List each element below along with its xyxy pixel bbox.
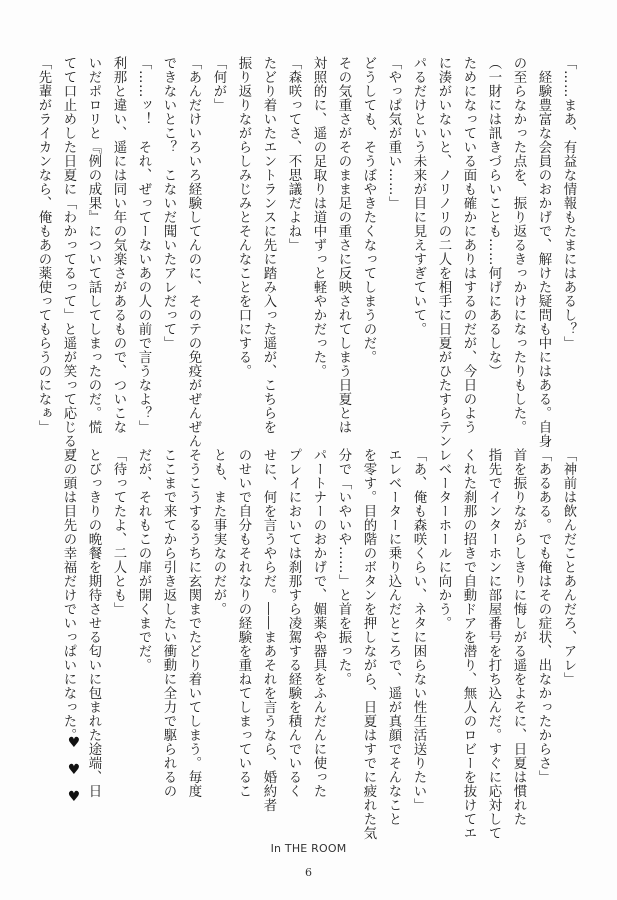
- lower-text-block: 「神前は飲んだことあんだろ、アレ」 「あるある。でも俺はその症状、出なかったからさ」 首を振りながらしきりに悔しがる遥をよそに、日夏は慣れた 指先でインターホンに部屋番号を打ち込んだ。すぐに応対して くれた刹那の招きで自動ドアを潜り、無人のロビーを抜けてエ レベーターホールに向かう。 「あ、俺も森咲くらい、ネタに困らない性生活送りたい」 エレベーターに乗り込んだところで、遥が真顔でそんなこと を零す。目的階のボタンを押しながら、日夏はすでに疲れた気 分で「いやいや……」と首を振った。 パートナーのおかげで、媚薬や器具をふんだんに使った プレイにおいては刹那すら凌駕する経験を積んでいるく せに、何を言うやらだ。――まあそれを言うなら、婚約者 のせいで自分もそれなりの経験を重ねてしまっているこ とも、また事実なのだが。 そうこうするうちに玄関までたどり着いてしまう。毎度 ここまで来てから引き返したい衝動に全力で駆られるの だが、それもこの扉が開くまでだ。 「待ってたよ、二人とも」 とびっきりの晩餐を期待させる匂いに包まれた途端、日 夏の頭は目先の幸福だけでいっぱいになった。: [61, 448, 576, 840]
- page-number: 6: [305, 866, 312, 879]
- upper-text-block: 「……まあ、有益な情報もたまにはあるし？」 経験豊富な会員のおかげで、解けた疑問も中にはある。自身 の至らなかった点を、振り返るきっかけになったりもした。 （一財には訊きづらいことも……何げにあるしな） ためになっている面も確かにありはするのだが、今日のよう に湊がいないと、ノリノリの二人を相手に日夏がひたすらテン パるだけという未来が目に見えすぎていて。 「やっぱ気が重い……」 どうしても、そうぼやきたくなってしまうのだ。 その気重さがそのまま足の重さに反映されてしまう日夏とは 対照的に、遥の足取りは道中ずっと軽やかだった。 「森咲ってさ、不思議だよね」 たどり着いたエントランスに先に踏み入った遥が、こちらを 振り返りながらしみじみとそんなことを口にする。 「何が」 「あんだけいろいろ経験してんのに、そのテの免疫がぜんぜん できないとこ？ こないだ聞いたアレだって」 「……ッ！ それ、ぜってーないあの人の前で言うなよ？」 利那と違い、遥には同い年の気楽さがあるもので、ついこな いだポロリと『例の成果』について話してしまったのだ。慌 てて口止めした日夏に「わかってるって」と遥が笑って応じる。 「先輩がライカンなら、俺もあの薬使ってもらうのになぁ」: [36, 56, 576, 462]
- heart-icon: ♥: [67, 735, 81, 751]
- running-title: In THE ROOM: [270, 842, 347, 855]
- heart-icon: ♥: [67, 762, 81, 778]
- section-break-hearts: [64, 730, 84, 810]
- heart-icon: ♥: [67, 789, 81, 805]
